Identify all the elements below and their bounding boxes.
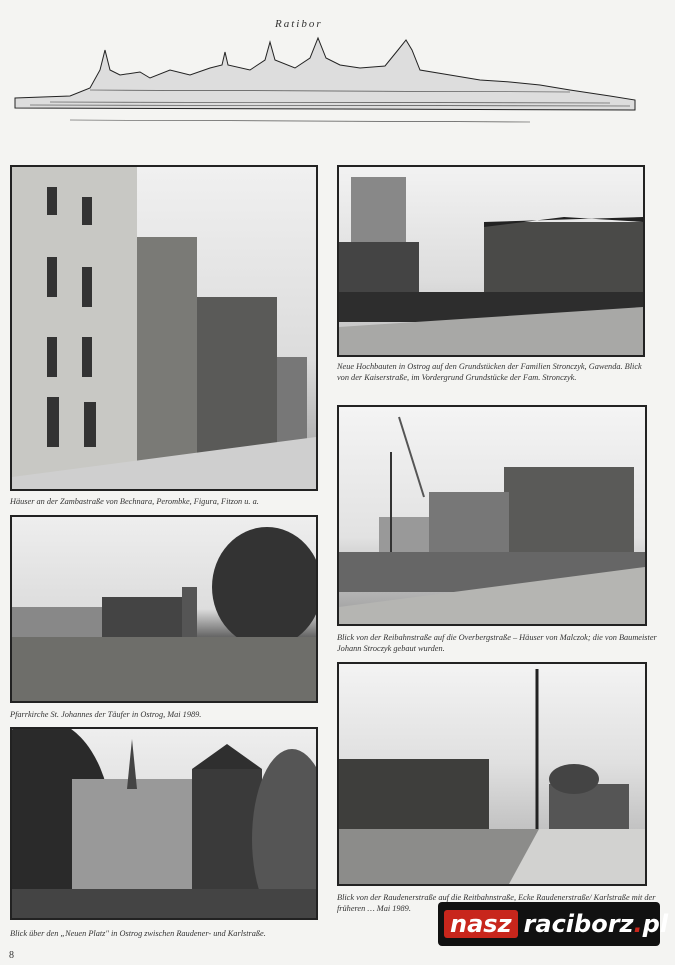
watermark-part2: raciborz xyxy=(523,910,634,938)
photo-caption: Blick von der Raudenerstraße auf die Reitbahnstraße, Ecke Raudenerstraße/ Karlstraße mit der früheren … Mai 1989. xyxy=(337,893,656,913)
photo-caption: Blick von der Reibahnstraße auf die Overbergstraße – Häuser von Malczok; die von Baumeister Johann Stroczyk gebaut wurden. xyxy=(337,633,657,653)
watermark-part1: nasz xyxy=(444,910,518,938)
skyline-title: Ratibor xyxy=(275,18,323,30)
photo-pfarrkirche xyxy=(10,515,318,703)
city-skyline-drawing xyxy=(10,30,640,135)
watermark-tld: pl xyxy=(642,910,669,938)
photo-caption: Blick über den „Neuen Platz" in Ostrog zwischen Raudener- und Karlstraße. xyxy=(10,929,266,938)
watermark-logo xyxy=(438,902,669,946)
page-number: 8 xyxy=(9,950,14,961)
photo-caption: Häuser an der Zambastraße von Bechnara, Perombke, Figura, Fitzon u. a. xyxy=(10,497,259,506)
photo-caption: Pfarrkirche St. Johannes der Täufer in Ostrog, Mai 1989. xyxy=(10,710,202,719)
photo-raudenerstrasse xyxy=(337,662,647,886)
photo-neuer-platz xyxy=(10,727,318,920)
photo-hochbauten xyxy=(337,165,645,357)
watermark-dot: . xyxy=(633,910,643,938)
photo-caption: Neue Hochbauten in Ostrog auf den Grundstücken der Familien Stronczyk, Gawenda. Blick von der Kaiserstraße, im Vordergrund Grundstücke der Fam. Stronczyk. xyxy=(337,362,642,382)
photo-zambastrasse xyxy=(10,165,318,491)
photo-overbergstrasse xyxy=(337,405,647,626)
